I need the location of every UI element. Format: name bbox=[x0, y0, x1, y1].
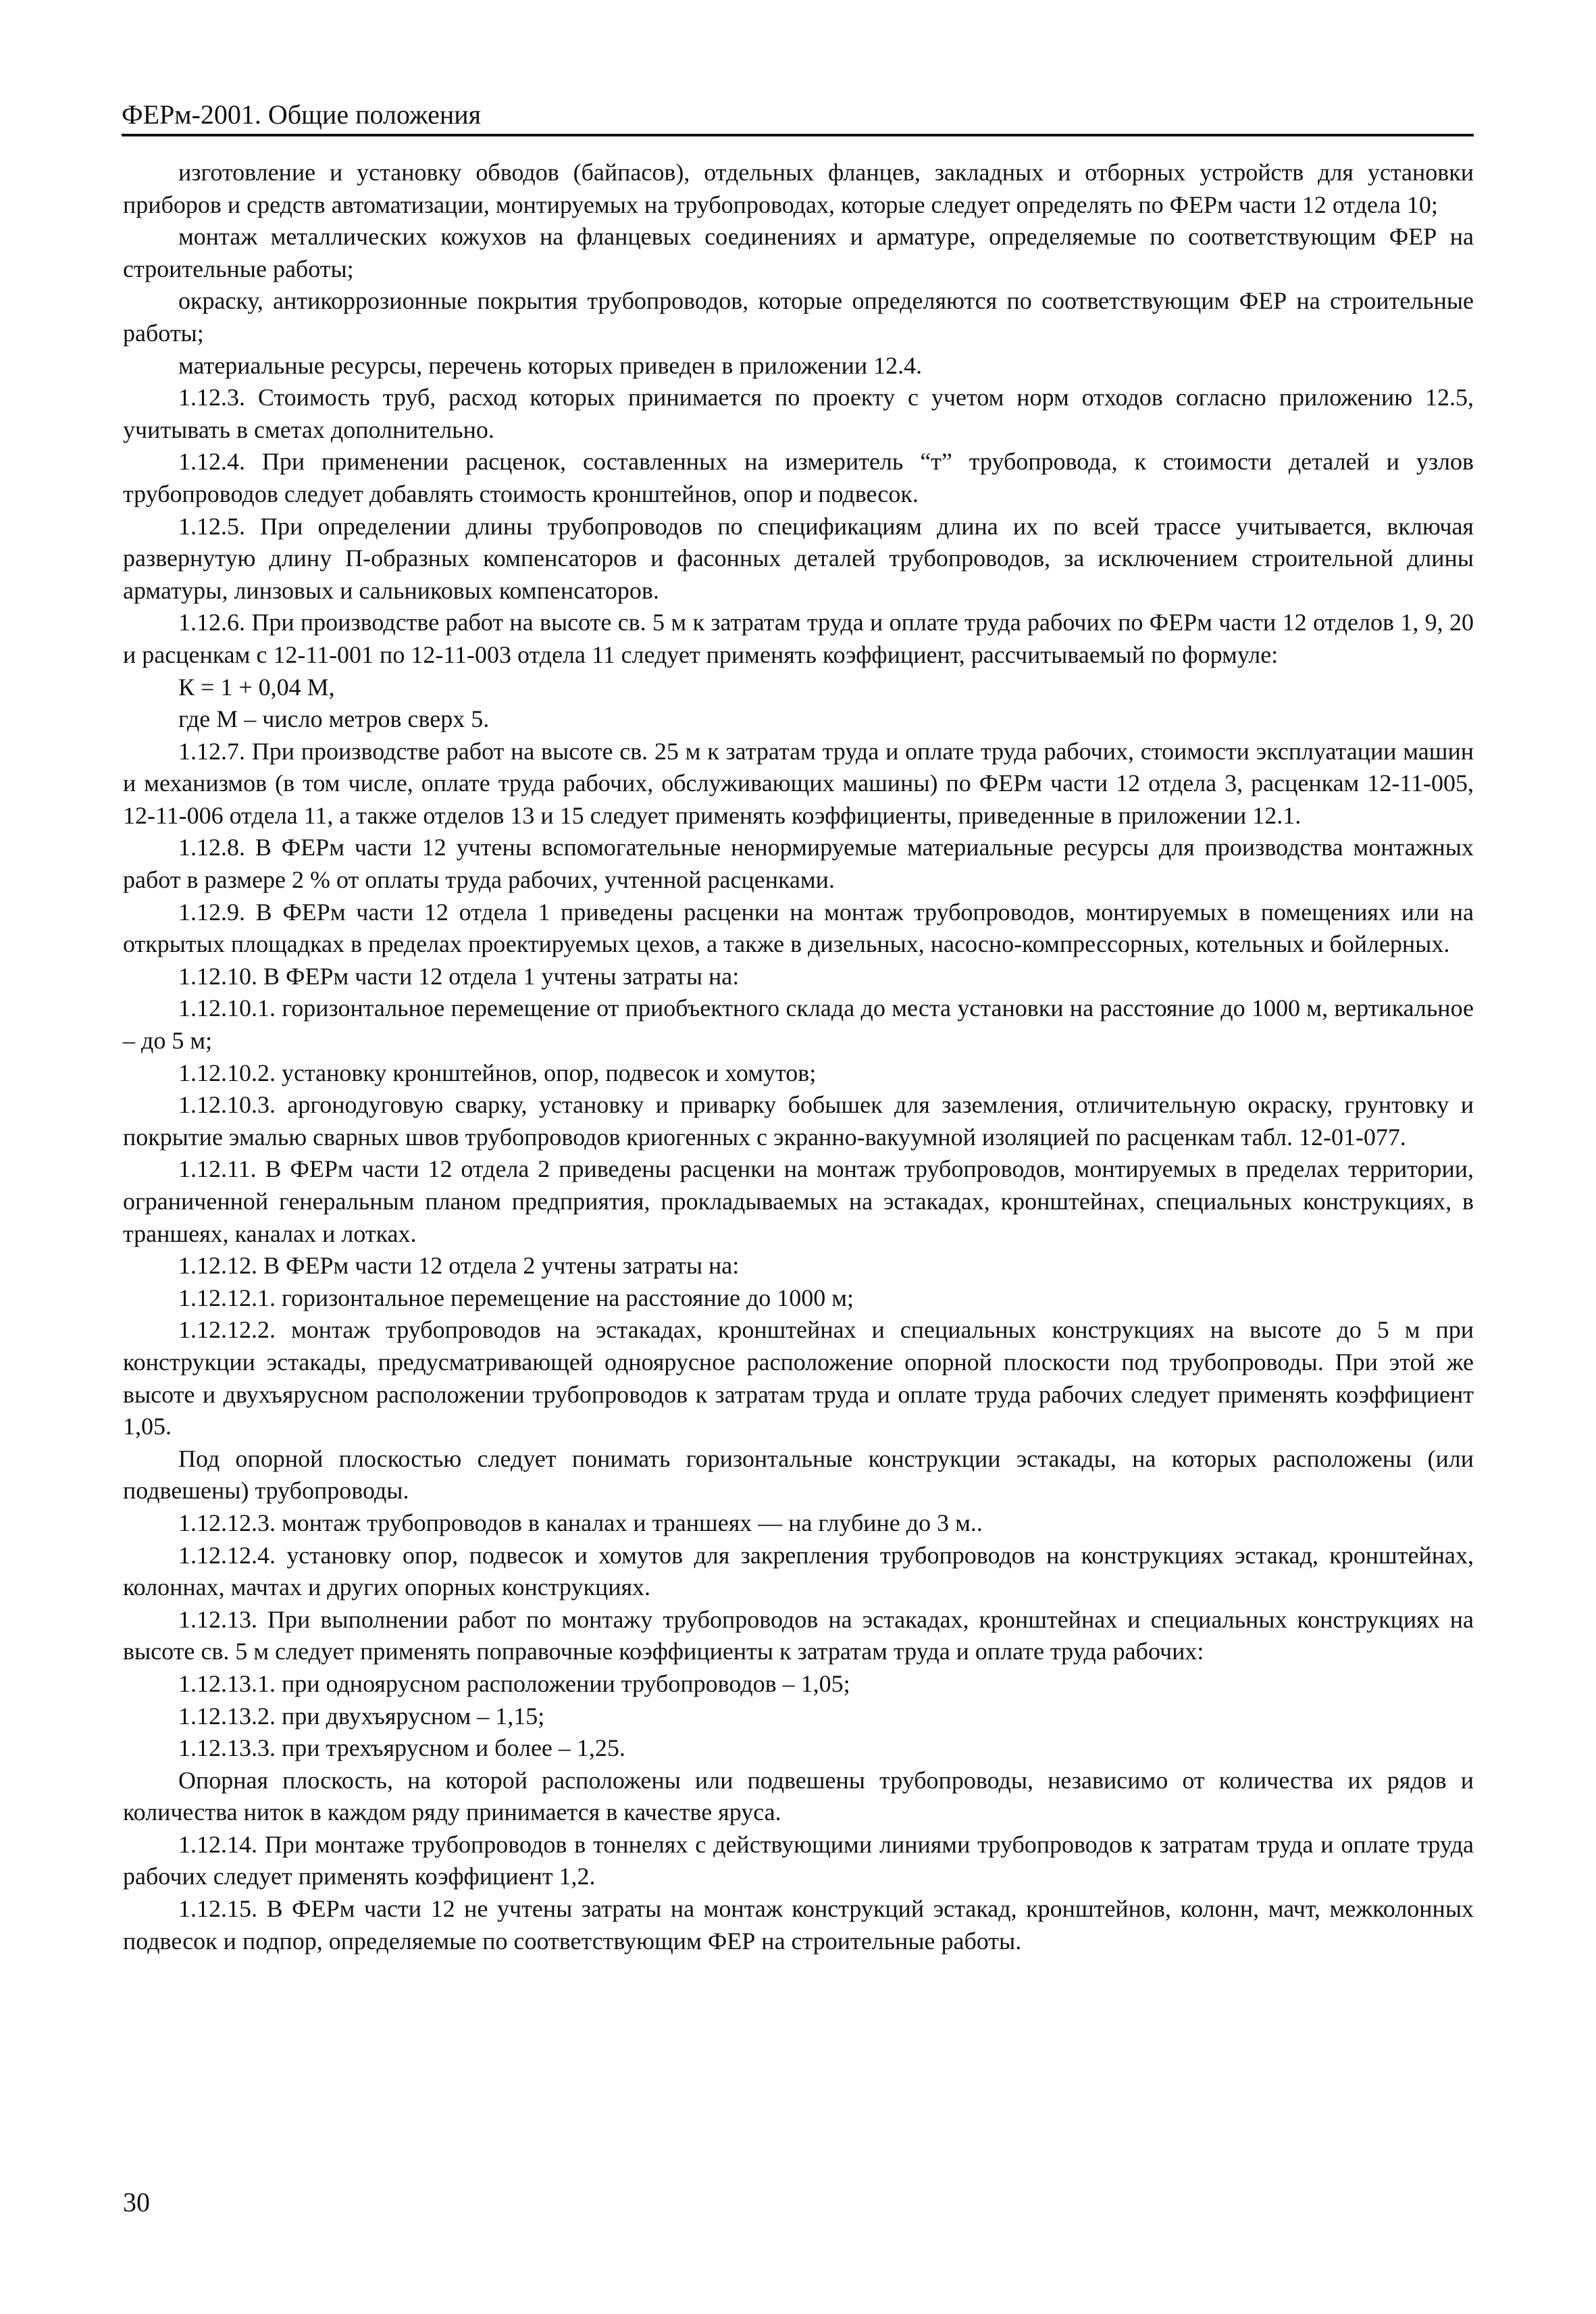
paragraph: 1.12.13.1. при одноярусном расположении трубопроводов – 1,05; bbox=[178, 1669, 850, 1697]
paragraph: 1.12.9. В ФЕРм части 12 отдела 1 приведены расценки на монтаж трубопроводов, монтируемых в помещениях или на открытых площадках в пределах проектируемых цехов, а также в дизельных, насосно-компрессорных, котельных и бойлерных. bbox=[123, 898, 1474, 958]
paragraph: 1.12.10.3. аргонодуговую сварку, установку и приварку бобышек для заземления, отличительную окраску, грунтовку и покрытие эмалью сварных швов трубопроводов криогенных с экранно-вакуумной изоляцией по расценкам табл. 12-01-077. bbox=[123, 1091, 1474, 1151]
paragraph: 1.12.13. При выполнении работ по монтажу трубопроводов на эстакадах, кронштейнах и специальных конструкциях на высоте св. 5 м следует применять поправочные коэффициенты к затратам труда и оплате труда рабочих: bbox=[123, 1605, 1474, 1665]
paragraph: 1.12.5. При определении длины трубопроводов по спецификациям длина их по всей трассе учитывается, включая развернутую длину П-образных компенсаторов и фасонных деталей трубопроводов, за исключением строительной длины арматуры, линзовых и сальниковых компенсаторов. bbox=[123, 512, 1474, 604]
paragraph: Под опорной плоскостью следует понимать горизонтальные конструкции эстакады, на которых расположены (или подвешены) трубопроводы. bbox=[123, 1444, 1474, 1505]
paragraph: 1.12.3. Стоимость труб, расход которых принимается по проекту с учетом норм отходов согласно приложению 12.5, учитывать в сметах дополнительно. bbox=[123, 384, 1474, 443]
paragraph: 1.12.10.2. установку кронштейнов, опор, подвесок и хомутов; bbox=[178, 1059, 817, 1086]
paragraph: Опорная плоскость, на которой расположены или подвешены трубопроводы, независимо от количества их рядов и количества ниток в каждом ряду принимается в качестве яруса. bbox=[123, 1766, 1474, 1826]
page-header-title: ФЕРм-2001. Общие положения bbox=[122, 99, 482, 130]
paragraph: окраску, антикоррозионные покрытия трубопроводов, которые определяются по соответствующим ФЕР на строительные работы; bbox=[123, 287, 1474, 347]
paragraph: 1.12.6. При производстве работ на высоте св. 5 м к затратам труда и оплате труда рабочих по ФЕРм части 12 отделов 1, 9, 20 и расценкам с 12-11-001 по 12-11-003 отдела 11 следует применять коэффициент, рассчитываемый по формуле: bbox=[123, 609, 1474, 668]
paragraph: 1.12.12.2. монтаж трубопроводов на эстакадах, кронштейнах и специальных конструкциях на высоте до 5 м при конструкции эстакады, предусматривающей одноярусное расположение опорной плоскости под трубопроводы. При этой же высоте и двухъярусном расположении трубопроводов к затратам труда и оплате труда рабочих следует применять коэффициент 1,05. bbox=[123, 1316, 1474, 1440]
paragraph: 1.12.4. При применении расценок, составленных на измеритель “т” трубопровода, к стоимости деталей и узлов трубопроводов следует добавлять стоимость кронштейнов, опор и подвесок. bbox=[123, 448, 1474, 507]
paragraph: монтаж металлических кожухов на фланцевых соединениях и арматуре, определяемые по соответствующим ФЕР на строительные работы; bbox=[123, 223, 1474, 282]
formula-legend: где М – число метров сверх 5. bbox=[178, 705, 490, 733]
page-header bbox=[122, 99, 1474, 136]
paragraph: 1.12.13.2. при двухъярусном – 1,15; bbox=[178, 1702, 545, 1730]
formula: К = 1 + 0,04 М, bbox=[178, 673, 335, 701]
page-number: 30 bbox=[123, 2187, 150, 2217]
paragraph: 1.12.12.3. монтаж трубопроводов в каналах и траншеях — на глубине до 3 м.. bbox=[178, 1509, 983, 1536]
paragraph: 1.12.10.1. горизонтальное перемещение от приобъектного склада до места установки на расстояние до 1000 м, вертикальное – до 5 м; bbox=[123, 995, 1474, 1055]
paragraph: 1.12.14. При монтаже трубопроводов в тоннелях с действующими линиями трубопроводов к затратам труда и оплате труда рабочих следует применять коэффициент 1,2. bbox=[123, 1830, 1474, 1890]
page-footer bbox=[123, 2186, 150, 2219]
paragraph: 1.12.12. В ФЕРм части 12 отдела 2 учтены затраты на: bbox=[178, 1252, 740, 1280]
paragraph: изготовление и установку обводов (байпасов), отдельных фланцев, закладных и отборных устройств для установки приборов и средств автоматизации, монтируемых на трубопроводах, которые следует определять по ФЕРм части 12 отдела 10; bbox=[123, 159, 1474, 218]
paragraph: 1.12.13.3. при трехъярусном и более – 1,25. bbox=[178, 1734, 625, 1762]
paragraph: 1.12.7. При производстве работ на высоте св. 25 м к затратам труда и оплате труда рабочих, стоимости эксплуатации машин и механизмов (в том числе, оплате труда рабочих, обслуживающих машины) по ФЕРм части 12 отдела 3, расценкам 12-11-005, 12-11-006 отдела 11, а также отделов 13 и 15 следует применять коэффициенты, приведенные в приложении 12.1. bbox=[123, 737, 1474, 829]
document-body bbox=[123, 157, 1474, 1957]
paragraph: 1.12.10. В ФЕРм части 12 отдела 1 учтены затраты на: bbox=[178, 962, 740, 990]
paragraph: 1.12.15. В ФЕРм части 12 не учтены затраты на монтаж конструкций эстакад, кронштейнов, колонн, мачт, межколонных подвесок и подпор, определяемые по соответствующим ФЕР на строительные работы. bbox=[123, 1895, 1474, 1955]
paragraph: 1.12.12.1. горизонтальное перемещение на расстояние до 1000 м; bbox=[178, 1284, 854, 1311]
paragraph: 1.12.8. В ФЕРм части 12 учтены вспомогательные ненормируемые материальные ресурсы для производства монтажных работ в размере 2 % от оплаты труда рабочих, учтенной расценками. bbox=[123, 834, 1474, 894]
paragraph: материальные ресурсы, перечень которых приведен в приложении 12.4. bbox=[178, 351, 923, 379]
paragraph: 1.12.11. В ФЕРм части 12 отдела 2 приведены расценки на монтаж трубопроводов, монтируемых в пределах территории, ограниченной генеральным планом предприятия, прокладываемых на эстакадах, кронштейнах, специальных конструкциях, в траншеях, каналах и лотках. bbox=[123, 1155, 1474, 1247]
paragraph: 1.12.12.4. установку опор, подвесок и хомутов для закрепления трубопроводов на конструкциях эстакад, кронштейнах, колоннах, мачтах и других опорных конструкциях. bbox=[123, 1541, 1474, 1601]
